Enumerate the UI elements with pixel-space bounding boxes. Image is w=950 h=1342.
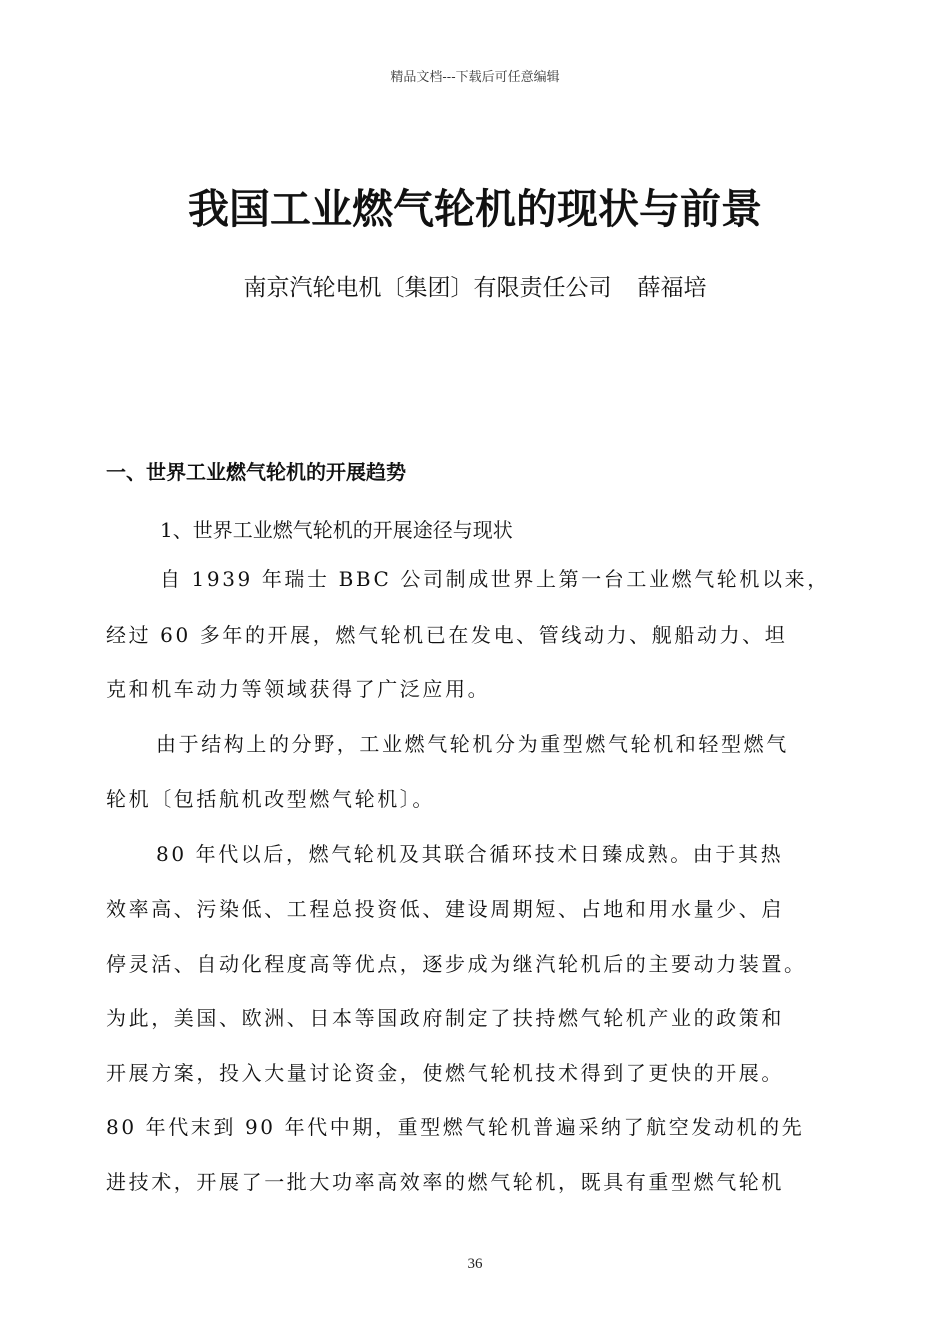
body-line: 效率高、污染低、工程总投资低、建设周期短、占地和用水量少、启 [106,897,784,921]
author-organization: 南京汽轮电机〔集团〕有限责任公司 [243,275,612,301]
body-line: 自 1939 年瑞士 BBC 公司制成世界上第一台工业燃气轮机以来， [160,567,830,591]
body-line: 开展方案，投入大量讨论资金，使燃气轮机技术得到了更快的开展。 [106,1061,784,1085]
body-line: 轮机〔包括航机改型燃气轮机〕。 [106,787,435,811]
body-line: 克和机车动力等领域获得了广泛应用。 [106,677,491,701]
author-name: 薛福培 [637,275,707,301]
body-line: 由于结构上的分野，工业燃气轮机分为重型燃气轮机和轻型燃气 [156,732,789,756]
body-line: 进技术，开展了一批大功率高效率的燃气轮机，既具有重型燃气轮机 [106,1170,784,1194]
page-header: 精品文档---下载后可任意编辑 [390,70,560,85]
page-number: 36 [467,1256,483,1272]
body-line: 80 年代末到 90 年代中期，重型燃气轮机普遍采纳了航空发动机的先 [106,1115,805,1139]
body-line: 为此，美国、欧洲、日本等国政府制定了扶持燃气轮机产业的政策和 [106,1006,784,1030]
body-line: 经过 60 多年的开展，燃气轮机已在发电、管线动力、舰船动力、坦 [106,623,788,647]
body-line: 停灵活、自动化程度高等优点，逐步成为继汽轮机后的主要动力装置。 [106,952,807,976]
body-line: 80 年代以后，燃气轮机及其联合循环技术日臻成熟。由于其热 [156,842,784,866]
document-title: 我国工业燃气轮机的现状与前景 [188,185,762,233]
author-line [0,269,950,302]
section-heading: 一、世界工业燃气轮机的开展趋势 [106,460,406,484]
subsection-heading: 1、世界工业燃气轮机的开展途径与现状 [160,518,513,542]
